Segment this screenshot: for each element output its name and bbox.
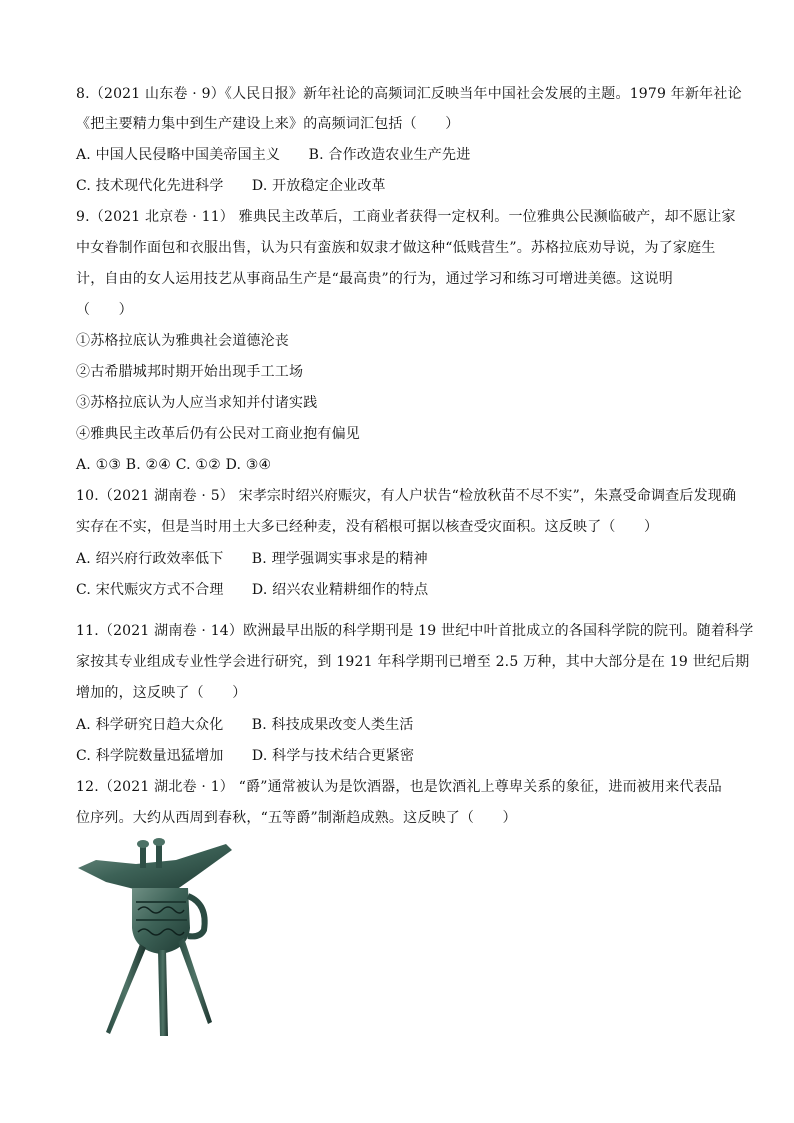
question-11-options-2: C. 科学院数量迅猛增加 D. 科学与技术结合更紧密 [76,748,415,764]
question-9-statement-1: ①苏格拉底认为雅典社会道德沦丧 [76,333,289,349]
question-8-options-2: C. 技术现代化先进科学 D. 开放稳定企业改革 [76,178,386,194]
question-9-statement-4: ④雅典民主改革后仍有公民对工商业抱有偏见 [76,426,360,442]
question-9-line-1: 9.（2021 北京卷 · 11） 雅典民主改革后，工商业者获得一定权利。一位雅典公民濒临破产，却不愿让家 [76,209,736,225]
question-8-line-1: 8.（2021 山东卷 · 9）《人民日报》新年社论的高频词汇反映当年中国社会发展的主题。1979 年新年社论 [76,86,742,102]
question-9-line-3: 计，自由的女人运用技艺从事商品生产是“最高贵”的行为，通过学习和练习可增进美德。这说明 [76,271,673,287]
question-10-line-1: 10.（2021 湖南卷 · 5） 宋孝宗时绍兴府赈灾，有人户状告“检放秋苗不尽不实”，朱熹受命调查后发现确 [76,488,737,504]
question-9-statement-2: ②古希腊城邦时期开始出现手工工场 [76,364,304,380]
question-9-line-2: 中女眷制作面包和衣服出售，认为只有蛮族和奴隶才做这种“低贱营生”。苏格拉底劝导说，为了家庭生 [76,240,716,256]
question-10-options-2: C. 宋代赈灾方式不合理 D. 绍兴农业精耕细作的特点 [76,582,429,598]
question-12-line-2: 位序列。大约从西周到春秋，“五等爵”制渐趋成熟。这反映了（ ） [76,810,517,826]
question-9-line-4: （ ） [76,302,133,318]
question-10-options-1: A. 绍兴府行政效率低下 B. 理学强调实事求是的精神 [76,551,428,567]
question-8-line-2: 《把主要精力集中到生产建设上来》的高频词汇包括（ ） [76,116,460,132]
question-9-statement-3: ③苏格拉底认为人应当求知并付诸实践 [76,395,318,411]
question-11-line-3: 增加的，这反映了（ ） [76,685,247,701]
bronze-jue-vessel-icon [76,838,236,1038]
question-8-options-1: A. 中国人民侵略中国美帝国主义 B. 合作改造农业生产先进 [76,147,471,163]
question-11-line-1: 11.（2021 湖南卷 · 14）欧洲最早出版的科学期刊是 19 世纪中叶首批成立的各国科学院的院刊。随着科学 [76,623,754,639]
question-10-line-2: 实存在不实，但是当时用土大多已经种麦，没有稻根可据以核查受灾面积。这反映了（ ） [76,519,659,535]
question-9-options: A. ①③ B. ②④ C. ①② D. ③④ [76,457,272,473]
question-11-line-2: 家按其专业组成专业性学会进行研究，到 1921 年科学期刊已增至 2.5 万种，其中大部分是在 19 世纪后期 [76,654,750,670]
question-11-options-1: A. 科学研究日趋大众化 B. 科技成果改变人类生活 [76,717,414,733]
question-12-line-1: 12.（2021 湖北卷 · 1） “爵”通常被认为是饮酒器，也是饮酒礼上尊卑关系的象征，进而被用来代表品 [76,779,722,795]
